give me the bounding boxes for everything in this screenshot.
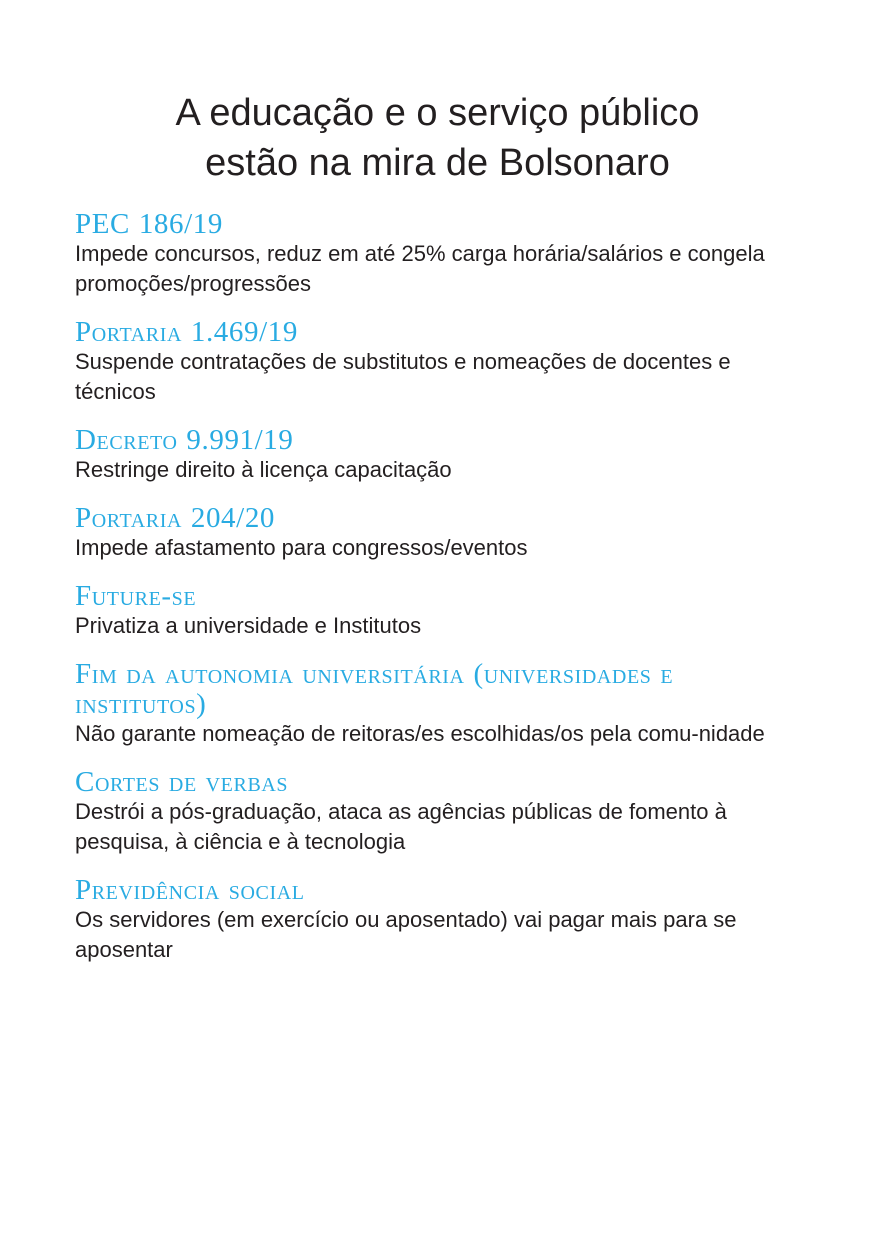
measure-heading: Portaria 204/20 [75,502,276,534]
measure-description: Restringe direito à licença capacitação [75,457,452,482]
measure-fim-autonomia [75,659,810,749]
measure-previdencia [75,875,810,965]
measure-heading: Portaria 1.469/19 [75,316,298,348]
page-title [0,88,875,188]
measure-pec-186 [75,209,810,299]
measure-portaria-204 [75,503,810,563]
measure-heading: Previdência social [75,874,305,906]
measure-description: Os servidores (em exercício ou aposentado) vai pagar mais para se aposentar [75,907,737,962]
measure-heading: Fim da autonomia universitária (universidades e institutos) [75,658,674,720]
measure-description: Destrói a pós-graduação, ataca as agências públicas de fomento à pesquisa, à ciência e à tecnologia [75,799,727,854]
measure-description: Privatiza a universidade e Institutos [75,613,422,638]
measure-heading: Decreto 9.991/19 [75,424,294,456]
measure-description: Não garante nomeação de reitoras/es escolhidas/os pela comu-nidade [75,721,765,746]
measure-description: Suspende contratações de substitutos e nomeações de docentes e técnicos [75,349,731,404]
measure-heading: Future-se [75,580,197,612]
measure-heading: Cortes de verbas [75,766,289,798]
page-title-line-2: estão na mira de Bolsonaro [205,142,670,184]
measure-portaria-1469 [75,317,810,407]
measure-description: Impede concursos, reduz em até 25% carga horária/salários e congela promoções/progressões [75,241,765,296]
measure-cortes-verbas [75,767,810,857]
measure-decreto-9991 [75,425,810,485]
page-title-line-1: A educação e o serviço público [175,92,700,134]
measure-description: Impede afastamento para congressos/eventos [75,535,528,560]
measure-future-se [75,581,810,641]
measure-heading: PEC 186/19 [75,208,223,240]
measures-list [75,209,810,983]
